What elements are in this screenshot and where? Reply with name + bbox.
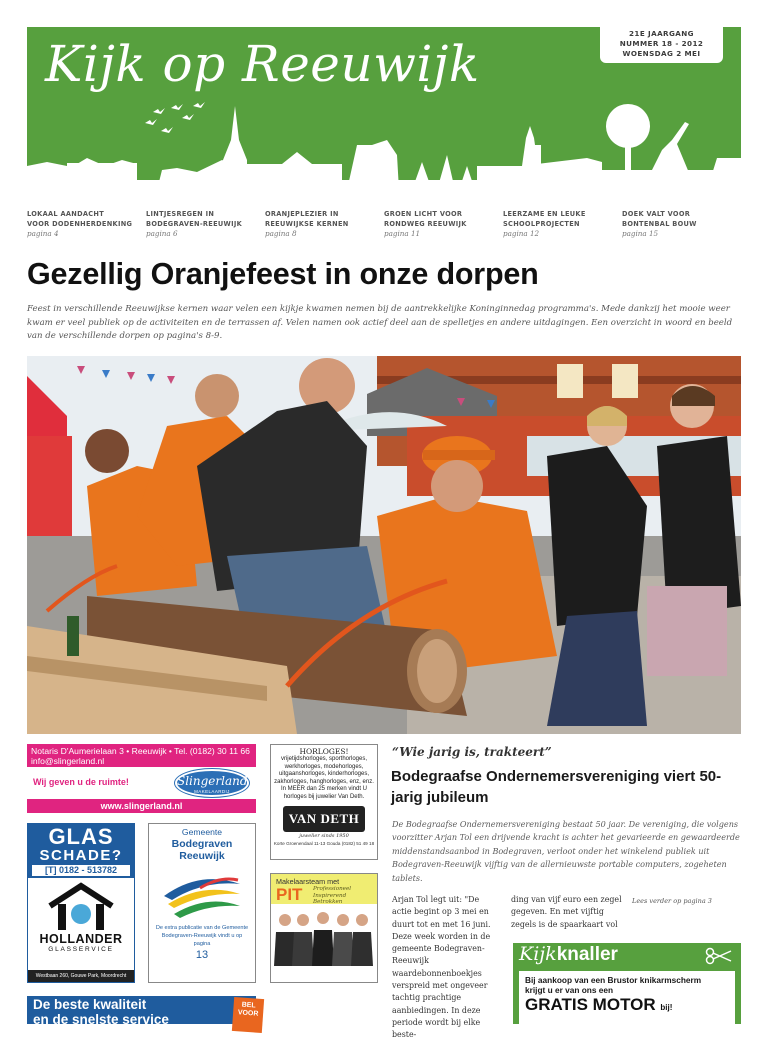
offer-text: GRATIS MOTOR [525,995,656,1014]
slingerland-logo [175,769,249,797]
teaser-bar [27,209,741,241]
ad-title: HORLOGES! [299,747,349,756]
teaser-title: VOOR DODENHERDENKING [27,220,133,228]
article-lead: De Bodegraafse Ondernemersvereniging bestaat 50 jaar. De vereniging, die volgens voorzitter Arjan Tol een drijvende kracht is achter het gevarieerde en gewaardeerde middenstandsaanbod in Bodegraven, verloot onder het winkelend publiek uit Bodegraven-Reeuwijk vijftig van de allernieuwste portable computers, zogeheten tablets. [392,819,740,883]
teaser-item[interactable] [503,209,622,241]
issue-info [600,27,723,63]
ad-tag: Inspirerend [313,892,347,899]
article-kicker: “Wie jarig is, trakteert” [392,745,552,759]
logo-name: Slingerland [177,774,248,788]
ad-header [271,874,377,904]
ad-title: Makelaarsteam met [276,877,340,886]
teaser-title: GROEN LICHT VOOR [384,210,463,218]
article-title: Bodegraafse Ondernemersvereniging viert 50-jarig jubileum [391,768,722,806]
issue-number: NUMMER 18 - 2012 [619,39,704,48]
teaser-page: pagina 4 [27,229,59,238]
teaser-page: pagina 15 [622,229,659,238]
ad-phone: [T] 0182 - 513782 [32,865,130,876]
coupon-line: krijgt u er van ons een [525,985,614,995]
service-ad[interactable] [27,996,259,1027]
issue-date: WOENSDAG 2 MEI [622,49,701,58]
glasschade-ad[interactable] [27,823,135,983]
pit-makelaar-ad[interactable] [270,873,378,983]
ad-header [28,824,134,878]
coupon-heading [519,943,618,966]
teaser-title: RONDWEG REEUWIJK [384,220,467,228]
ad-line: en de snelste service [33,1012,169,1027]
ad-address: Westbaan 260, Gouwe Park, Moordrecht [28,970,134,982]
ad-note: De extra publicatie van de Gemeente Bodegraven-Reeuwijk vindt u op pagina [155,925,249,947]
ad-address: Notaris D'Aumerielaan 3 • Reeuwijk • Tel. (0182) 30 11 66 [31,746,250,756]
teaser-page: pagina 6 [146,229,178,238]
municipality-name: Reeuwijk [179,850,225,862]
ad-tags [313,886,351,906]
badge-text: BEL VOOR [237,1001,259,1018]
kijkknaller-coupon[interactable] [513,943,741,1024]
ad-email: info@slingerland.nl [31,756,105,766]
coupon-offer [525,995,729,1017]
teaser-title: LEERZAME EN LEUKE [503,210,586,218]
slingerland-ad[interactable] [27,744,256,813]
heading-part: Kijk [519,943,557,965]
main-lead-paragraph: Feest in verschillende Reeuwijkse kernen waar velen een kijkje kwamen nemen bij de aantrekkelijke Koninginnedag programma's. Mede dankzij het mooie weer kwam er veel publiek op de activiteiten en de terrassen af. Velen namen ook actief deel aan de spelletjes en andere uitdagingen. Een overzicht in woord en beeld van de verschillende dorpen op pagina's 8-9. [27,304,733,341]
ad-body: vrijetijdshorloges, sporthorloges, werkhorloges, modehorloges, uitgaanshorloges, kinderhorloges, zakhorloges, hanghorloges, enz, enz. In MEER dan 25 merken vindt U horloges bij juwelier Van Deth. [274,756,374,800]
masthead-title: Kijk op Reeuwijk [45,35,480,93]
teaser-title: LOKAAL AANDACHT [27,210,105,218]
teaser-item[interactable] [265,209,384,241]
ad-url[interactable]: www.slingerland.nl [100,801,183,811]
article-column: ding van vijf euro een zegel gegeven. En met vijftig zegels is de spaarkaart vol [511,895,622,929]
main-headline: Gezellig Oranjefeest in onze dorpen [27,257,539,291]
teaser-title: DOEK VALT VOOR [622,210,691,218]
village-skyline-illustration [27,100,741,190]
offer-suffix: bij! [660,1003,673,1012]
ad-label: Gemeente [181,827,223,837]
feature-photo [27,356,741,734]
ad-tagline: Wij geven u de ruimte! [33,777,129,787]
coupon-line: Bij aankoop van een Brustor knikarmscherm [525,975,702,985]
teaser-page: pagina 12 [503,229,540,238]
ad-title: GLAS [48,824,114,849]
scissors-icon [705,948,733,964]
teaser-page: pagina 11 [384,229,421,238]
municipality-logo-icon [160,866,244,922]
company-sub: GLASSERVICE [48,946,114,953]
company-name: HOLLANDER [39,932,123,946]
house-icon [46,884,116,930]
article-column: Arjan Tol legt uit: "De actie begint op 3 mei en duurt tot en met 16 juni. Deze week worden in de gemeente Bodegraven-Reeuwijk waardebonnenboekjes verspreid met ongeveer tachtig prachtige aanbiedingen. In deze periode wordt bij elke beste- [392,895,491,1040]
teaser-title: SCHOOLPROJECTEN [503,220,580,228]
coupon-body [519,971,735,1024]
continue-link[interactable]: Lees verder op pagina 3 [632,897,712,905]
team-photo [271,904,377,970]
heading-part: knaller [556,944,618,965]
gemeente-ad[interactable] [148,823,256,983]
page-number: 13 [195,949,209,961]
teaser-title: BONTENBAL BOUW [622,220,697,228]
van-deth-ad[interactable] [270,744,378,860]
masthead [27,27,741,190]
teaser-page: pagina 8 [265,229,297,238]
ad-address: Korte Groenendaal 11-13 Gouda (0182) 51 49 18 [273,840,375,846]
ad-line: De beste kwaliteit [33,997,147,1012]
teaser-item[interactable] [146,209,265,241]
issue-volume: 21E JAARGANG [629,29,694,38]
call-badge [232,997,264,1033]
teaser-title: BODEGRAVEN-REEUWIJK [146,220,243,228]
ad-slogan: juwelier sinds 1950 [299,832,349,839]
teaser-title: REEUWIJKSE KERNEN [265,220,349,228]
ad-title: SCHADE? [39,847,123,864]
teaser-title: ORANJEPLEZIER IN [265,210,339,218]
feature-photo-illustration [27,356,741,734]
ad-tag: Betrokken [313,899,343,905]
logo-sub: MAKELAARDIJ [194,789,230,794]
municipality-name: Bodegraven [171,838,233,850]
teaser-item[interactable] [384,209,503,241]
van-deth-logo [283,806,365,832]
teaser-item[interactable] [622,209,741,241]
teaser-title: LINTJESREGEN IN [146,210,215,218]
logo-text: VAN DETH [288,810,360,826]
ad-brand: PIT [276,885,303,904]
teaser-item[interactable] [27,209,146,241]
ad-tag: Professioneel [313,886,352,892]
